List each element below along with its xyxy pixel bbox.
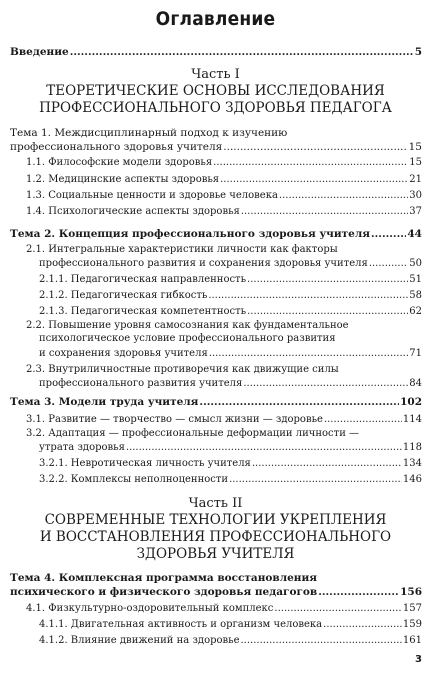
- toc-topic-2[interactable]: [10, 226, 422, 240]
- toc-topic-1[interactable]: [10, 139, 422, 153]
- toc-entry-page: 5: [414, 46, 422, 58]
- toc-subsection[interactable]: [39, 304, 422, 318]
- part-subtitle: СОВРЕМЕННЫЕ ТЕХНОЛОГИИ УКРЕПЛЕНИЯ: [44, 512, 387, 528]
- toc-entry-label: 1.1. Философские модели здоровья: [26, 157, 213, 168]
- toc-entry-label: 3.2.1. Невротическая личность учителя: [39, 458, 251, 469]
- leader-dots: [369, 258, 408, 270]
- toc-subsection[interactable]: [39, 456, 422, 470]
- leader-dots: [243, 378, 408, 390]
- toc-entry-page: 58: [409, 290, 422, 301]
- leader-dots: [279, 190, 408, 202]
- leader-dots: [208, 290, 408, 302]
- toc-entry-label: 4.1.2. Влияние движений на здоровье: [39, 635, 240, 646]
- leader-dots: [274, 603, 401, 615]
- leader-dots: [371, 228, 406, 240]
- leader-dots: [324, 414, 402, 426]
- toc-subsection[interactable]: [39, 288, 422, 302]
- toc-section[interactable]: [39, 346, 422, 360]
- toc-topic-line: Тема 4. Комплексная программа восстановления: [10, 572, 318, 584]
- toc-entry-label: 4.1. Физкультурно-оздоровительный комплекс: [26, 603, 274, 614]
- toc-section-line: 2.1. Интегральные характеристики личности как факторы: [26, 244, 338, 255]
- toc-topic-4[interactable]: [10, 584, 422, 598]
- toc-entry-page: 62: [409, 306, 422, 317]
- part-subtitle: И ВОССТАНОВЛЕНИЯ ПРОФЕССИОНАЛЬНОГО: [39, 529, 392, 545]
- part-heading: Часть I: [191, 67, 240, 82]
- toc-entry-label: 1.2. Медицинские аспекты здоровья: [26, 174, 220, 185]
- toc-topic-line: Тема 1. Междисциплинарный подход к изучению: [10, 127, 288, 139]
- toc-entry-label: 1.3. Социальные ценности и здоровье человека: [26, 190, 278, 201]
- toc-entry-page: 21: [409, 174, 422, 185]
- toc-entry-label: психического и физического здоровья педагогов: [10, 586, 318, 598]
- toc-entry-label: профессионального развития и сохранения здоровья учителя: [39, 258, 368, 269]
- toc-subsection[interactable]: [39, 617, 422, 631]
- toc-entry-page: 146: [402, 474, 422, 485]
- leader-dots: [229, 474, 402, 486]
- toc-entry-page: 51: [409, 274, 422, 285]
- toc-entry-page: 134: [402, 458, 422, 469]
- toc-entry-label: 2.1.1. Педагогическая направленность: [39, 274, 247, 285]
- leader-dots: [241, 206, 408, 218]
- toc-section[interactable]: [26, 601, 422, 615]
- toc-entry-page: 71: [409, 348, 422, 359]
- toc-entry-intro[interactable]: [10, 44, 422, 58]
- leader-dots: [247, 306, 408, 318]
- leader-dots: [213, 157, 408, 169]
- page-number: 3: [415, 654, 422, 665]
- toc-entry-label: профессионального развития учителя: [39, 378, 243, 389]
- toc-entry-label: профессионального здоровья учителя: [10, 141, 223, 153]
- toc-section[interactable]: [26, 188, 422, 202]
- toc-section[interactable]: [26, 204, 422, 218]
- toc-entry-label: 2.1.2. Педагогическая гибкость: [39, 290, 208, 301]
- toc-entry-page: 30: [409, 190, 422, 201]
- toc-subsection[interactable]: [39, 272, 422, 286]
- leader-dots: [318, 586, 399, 598]
- part-subtitle: ПРОФЕССИОНАЛЬНОГО ЗДОРОВЬЯ ПЕДАГОГА: [39, 100, 392, 116]
- toc-entry-page: 161: [402, 635, 422, 646]
- toc-section[interactable]: [26, 412, 422, 426]
- toc-entry-label: 2.1.3. Педагогическая компетентность: [39, 306, 247, 317]
- toc-entry-label: 4.1.1. Двигательная активность и организм человека: [39, 619, 323, 630]
- leader-dots: [199, 396, 399, 408]
- toc-entry-page: 15: [409, 157, 422, 168]
- toc-section-line: 2.3. Внутриличностные противоречия как движущие силы: [26, 364, 339, 375]
- toc-entry-page: 159: [402, 619, 422, 630]
- toc-section[interactable]: [39, 256, 422, 270]
- leader-dots: [247, 274, 408, 286]
- toc-entry-label: Введение: [10, 46, 69, 58]
- toc-subsection[interactable]: [39, 472, 422, 486]
- toc-entry-page: 114: [402, 414, 422, 425]
- leader-dots: [223, 141, 407, 153]
- part-subtitle: ТЕОРЕТИЧЕСКИЕ ОСНОВЫ ИССЛЕДОВАНИЯ: [46, 83, 385, 99]
- toc-section-line: 3.2. Адаптация — профессиональные деформации личности —: [26, 428, 360, 439]
- toc-entry-page: 118: [402, 442, 422, 453]
- toc-section[interactable]: [39, 440, 422, 454]
- toc-entry-page: 84: [409, 378, 422, 389]
- toc-entry-label: и сохранения здоровья учителя: [39, 348, 208, 359]
- leader-dots: [220, 174, 408, 186]
- toc-section[interactable]: [26, 155, 422, 169]
- toc-section[interactable]: [26, 172, 422, 186]
- toc-entry-label: 3.1. Развитие — творчество — смысл жизни — здоровье: [26, 414, 323, 425]
- toc-entry-page: 44: [407, 228, 422, 240]
- toc-entry-page: 15: [408, 141, 422, 153]
- toc-entry-page: 157: [402, 603, 422, 614]
- leader-dots: [209, 348, 409, 360]
- toc-entry-page: 156: [400, 586, 422, 598]
- toc-entry-label: утрата здоровья: [39, 442, 125, 453]
- toc-entry-label: Тема 2. Концепция профессионального здоровья учителя: [10, 228, 370, 240]
- toc-subsection[interactable]: [39, 633, 422, 647]
- toc-entry-label: Тема 3. Модели труда учителя: [10, 396, 199, 408]
- toc-entry-page: 37: [409, 206, 422, 217]
- toc-entry-label: 3.2.2. Комплексы неполноценности: [39, 474, 229, 485]
- toc-entry-page: 50: [409, 258, 422, 269]
- toc-entry-page: 102: [400, 396, 422, 408]
- leader-dots: [323, 619, 402, 631]
- toc-section-line: психологическое условие профессионального развития: [39, 333, 336, 344]
- leader-dots: [70, 46, 414, 58]
- toc-topic-3[interactable]: [10, 394, 422, 408]
- toc-entry-label: 1.4. Психологические аспекты здоровья: [26, 206, 240, 217]
- part-heading: Часть II: [188, 496, 243, 511]
- leader-dots: [126, 442, 402, 454]
- page-title: Оглавление: [155, 8, 276, 30]
- leader-dots: [241, 635, 402, 647]
- part-subtitle: ЗДОРОВЬЯ УЧИТЕЛЯ: [136, 546, 295, 562]
- toc-section[interactable]: [39, 376, 422, 390]
- toc-section-line: 2.2. Повышение уровня самосознания как фундаментальное: [26, 320, 349, 331]
- leader-dots: [252, 458, 402, 470]
